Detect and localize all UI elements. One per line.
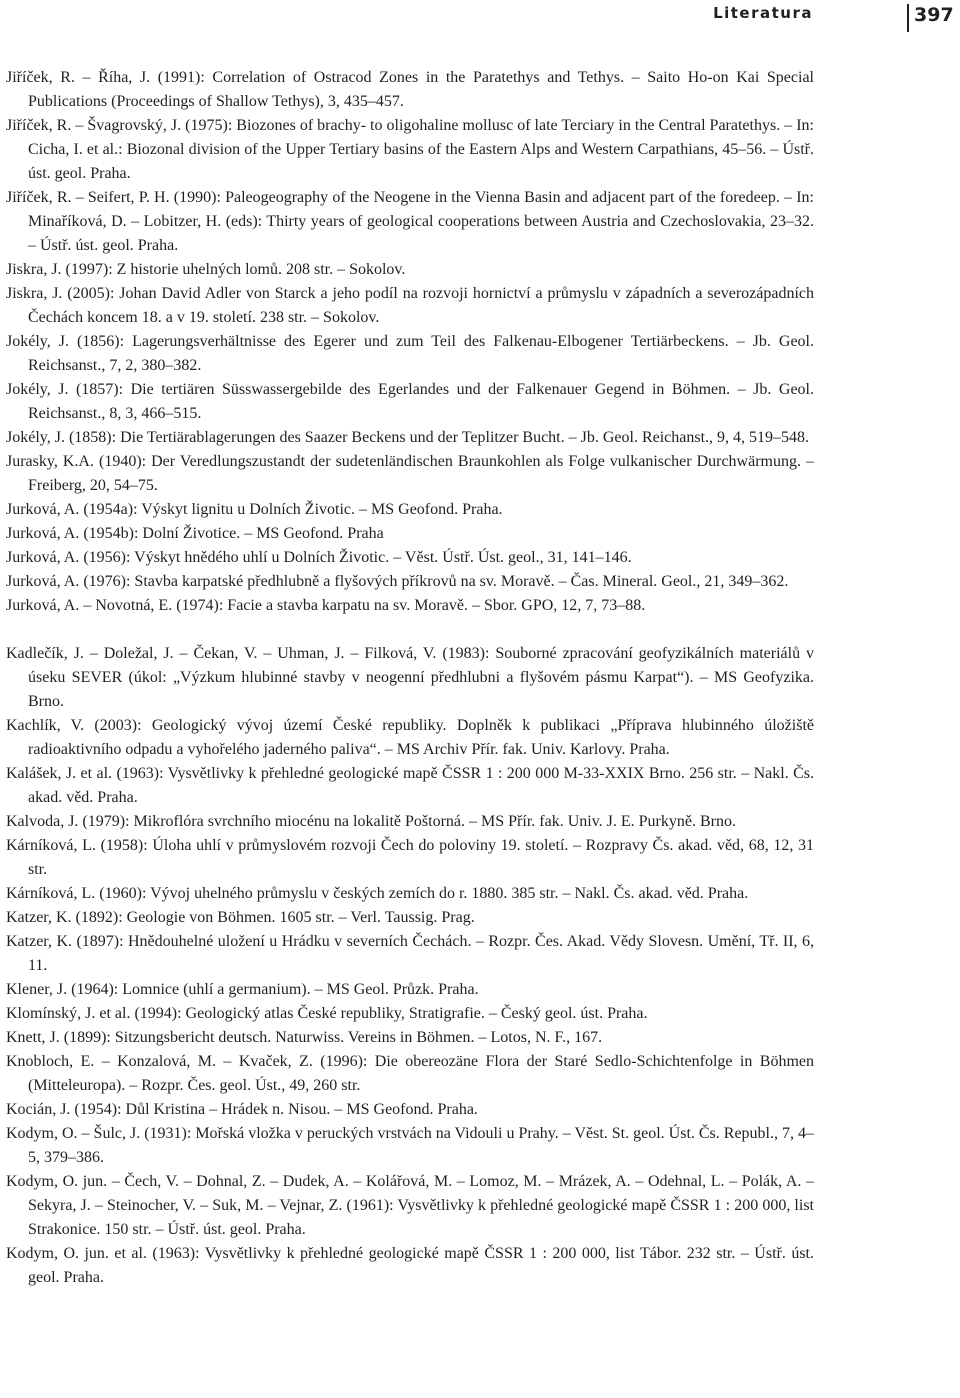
reference-list	[6, 66, 814, 1290]
reference-entry: Jiříček, R. – Říha, J. (1991): Correlation of Ostracod Zones in the Paratethys and Tethys. – Saito Ho-on Kai Special Publications (Proceedings of Shallow Tethys), 3, 435–457.	[6, 69, 814, 110]
reference-entry: Kadlečík, J. – Doležal, J. – Čekan, V. – Uhman, J. – Filková, V. (1983): Souborné zpracování geofyzikálních materiálů v úseku SEVER (úkol: „Výzkum hlubinné stavby v neogenní předhlubni a flyšovém pásmu Karpat“). – MS Geofyzika. Brno.	[6, 645, 814, 710]
reference-entry: Klener, J. (1964): Lomnice (uhlí a germanium). – MS Geol. Průzk. Praha.	[6, 981, 479, 998]
reference-entry: Kodym, O. jun. et al. (1963): Vysvětlivky k přehledné geologické mapě ČSSR 1 : 200 000, list Tábor. 232 str. – Ústř. úst. geol. Praha.	[6, 1245, 814, 1286]
reference-entry: Jokély, J. (1856): Lagerungsverhältnisse des Egerer und zum Teil des Falkenau-Elbogener Tertiärbeckens. – Jb. Geol. Reichsanst., 7, 2, 380–382.	[6, 333, 814, 374]
reference-entry: Kárníková, L. (1960): Vývoj uhelného průmyslu v českých zemích do r. 1880. 385 str. – Nakl. Čs. akad. věd. Praha.	[6, 885, 749, 902]
reference-entry: Jurková, A. (1956): Výskyt hnědého uhlí u Dolních Životic. – Věst. Ústř. Úst. geol., 31, 141–146.	[6, 549, 632, 566]
reference-entry: Jurasky, K.A. (1940): Der Veredlungszustandt der sudetenländischen Braunkohlen als Folge vulkanischer Durchwärmung. – Freiberg, 20, 54–75.	[6, 453, 814, 494]
reference-entry: Jurková, A. (1976): Stavba karpatské předhlubně a flyšových příkrovů na sv. Moravě. – Čas. Mineral. Geol., 21, 349–362.	[6, 573, 789, 590]
reference-entry: Kodym, O. – Šulc, J. (1931): Mořská vložka v peruckých vrstvách na Vidouli u Prahy. – Věst. St. geol. Úst. Čs. Republ., 7, 4–5, 379–386.	[6, 1125, 814, 1166]
running-section-title: Literatura	[713, 4, 813, 22]
header-divider	[907, 4, 909, 32]
reference-entry: Kárníková, L. (1958): Úloha uhlí v průmyslovém rozvoji Čech do poloviny 19. století. – Rozpravy Čs. akad. věd, 68, 12, 31 str.	[6, 837, 814, 878]
page-header	[0, 0, 960, 40]
reference-entry: Jokély, J. (1858): Die Tertiärablagerungen des Saazer Beckens und der Teplitzer Bucht. – Jb. Geol. Reichanst., 9, 4, 519–548.	[6, 429, 810, 446]
page-number: 397	[914, 4, 954, 26]
reference-entry: Jurková, A. – Novotná, E. (1974): Facie a stavba karpatu na sv. Moravě. – Sbor. GPO, 12, 7, 73–88.	[6, 597, 646, 614]
reference-entry: Jurková, A. (1954a): Výskyt lignitu u Dolních Životic. – MS Geofond. Praha.	[6, 501, 503, 518]
reference-entry: Jiskra, J. (2005): Johan David Adler von Starck a jeho podíl na rozvoji hornictví a průmyslu v západních a severozápadních Čechách koncem 18. a v 19. století. 238 str. – Sokolov.	[6, 285, 814, 326]
reference-entry: Kodym, O. jun. – Čech, V. – Dohnal, Z. – Dudek, A. – Kolářová, M. – Lomoz, M. – Mrázek, A. – Odehnal, L. – Polák, A. – Sekyra, J. – Steinocher, V. – Suk, M. – Vejnar, Z. (1961): Vysvětlivky k přehledné geologické mapě ČSSR 1 : 200 000, list Strakonice. 150 str. – Ústř. úst. geol. Praha.	[6, 1173, 814, 1238]
reference-entry: Kocián, J. (1954): Důl Kristina – Hrádek n. Nisou. – MS Geofond. Praha.	[6, 1101, 478, 1118]
reference-entry: Kachlík, V. (2003): Geologický vývoj území České republiky. Doplněk k publikaci „Příprava hlubinného úložiště radioaktivního odpadu a vyhořelého jaderného paliva“. – MS Archiv Přír. fak. Univ. Karlovy. Praha.	[6, 717, 814, 758]
reference-entry: Knobloch, E. – Konzalová, M. – Kvaček, Z. (1996): Die obereozäne Flora der Staré Sedlo-Schichtenfolge in Böhmen (Mitteleuropa). – Rozpr. Čes. geol. Úst., 49, 260 str.	[6, 1053, 814, 1094]
reference-entry: Jokély, J. (1857): Die tertiären Süsswassergebilde des Egerlandes und der Falkenauer Gegend in Böhmen. – Jb. Geol. Reichsanst., 8, 3, 466–515.	[6, 381, 814, 422]
reference-entry: Kalvoda, J. (1979): Mikroflóra svrchního miocénu na lokalitě Poštorná. – MS Přír. fak. Univ. J. E. Purkyně. Brno.	[6, 813, 736, 830]
reference-entry: Kalášek, J. et al. (1963): Vysvětlivky k přehledné geologické mapě ČSSR 1 : 200 000 M-33-XXIX Brno. 256 str. – Nakl. Čs. akad. věd. Praha.	[6, 765, 814, 806]
reference-entry: Knett, J. (1899): Sitzungsbericht deutsch. Naturwiss. Vereins in Böhmen. – Lotos, N. F., 167.	[6, 1029, 603, 1046]
reference-entry: Klomínský, J. et al. (1994): Geologický atlas České republiky, Stratigrafie. – Český geol. úst. Praha.	[6, 1005, 648, 1022]
reference-entry: Katzer, K. (1892): Geologie von Böhmen. 1605 str. – Verl. Taussig. Prag.	[6, 909, 475, 926]
reference-entry: Jiříček, R. – Švagrovský, J. (1975): Biozones of brachy- to oligohaline mollusc of late Terciary in the Central Paratethys. – In: Cicha, I. et al.: Biozonal division of the Upper Tertiary basins of the Eastern Alps and Western Carpathians, 45–56. – Ústř. úst. geol. Praha.	[6, 117, 814, 182]
reference-entry: Jiříček, R. – Seifert, P. H. (1990): Paleogeography of the Neogene in the Vienna Basin and adjacent part of the foredeep. – In: Minaříková, D. – Lobitzer, H. (eds): Thirty years of geological cooperations between Austria and Czechoslovakia, 23–32. – Ústř. úst. geol. Praha.	[6, 189, 814, 254]
reference-entry: Jurková, A. (1954b): Dolní Životice. – MS Geofond. Praha	[6, 525, 384, 542]
reference-entry: Jiskra, J. (1997): Z historie uhelných lomů. 208 str. – Sokolov.	[6, 261, 406, 278]
reference-entry: Katzer, K. (1897): Hnědouhelné uložení u Hrádku v severních Čechách. – Rozpr. Čes. Akad. Vědy Slovesn. Umění, Tř. II, 6, 11.	[6, 933, 814, 974]
